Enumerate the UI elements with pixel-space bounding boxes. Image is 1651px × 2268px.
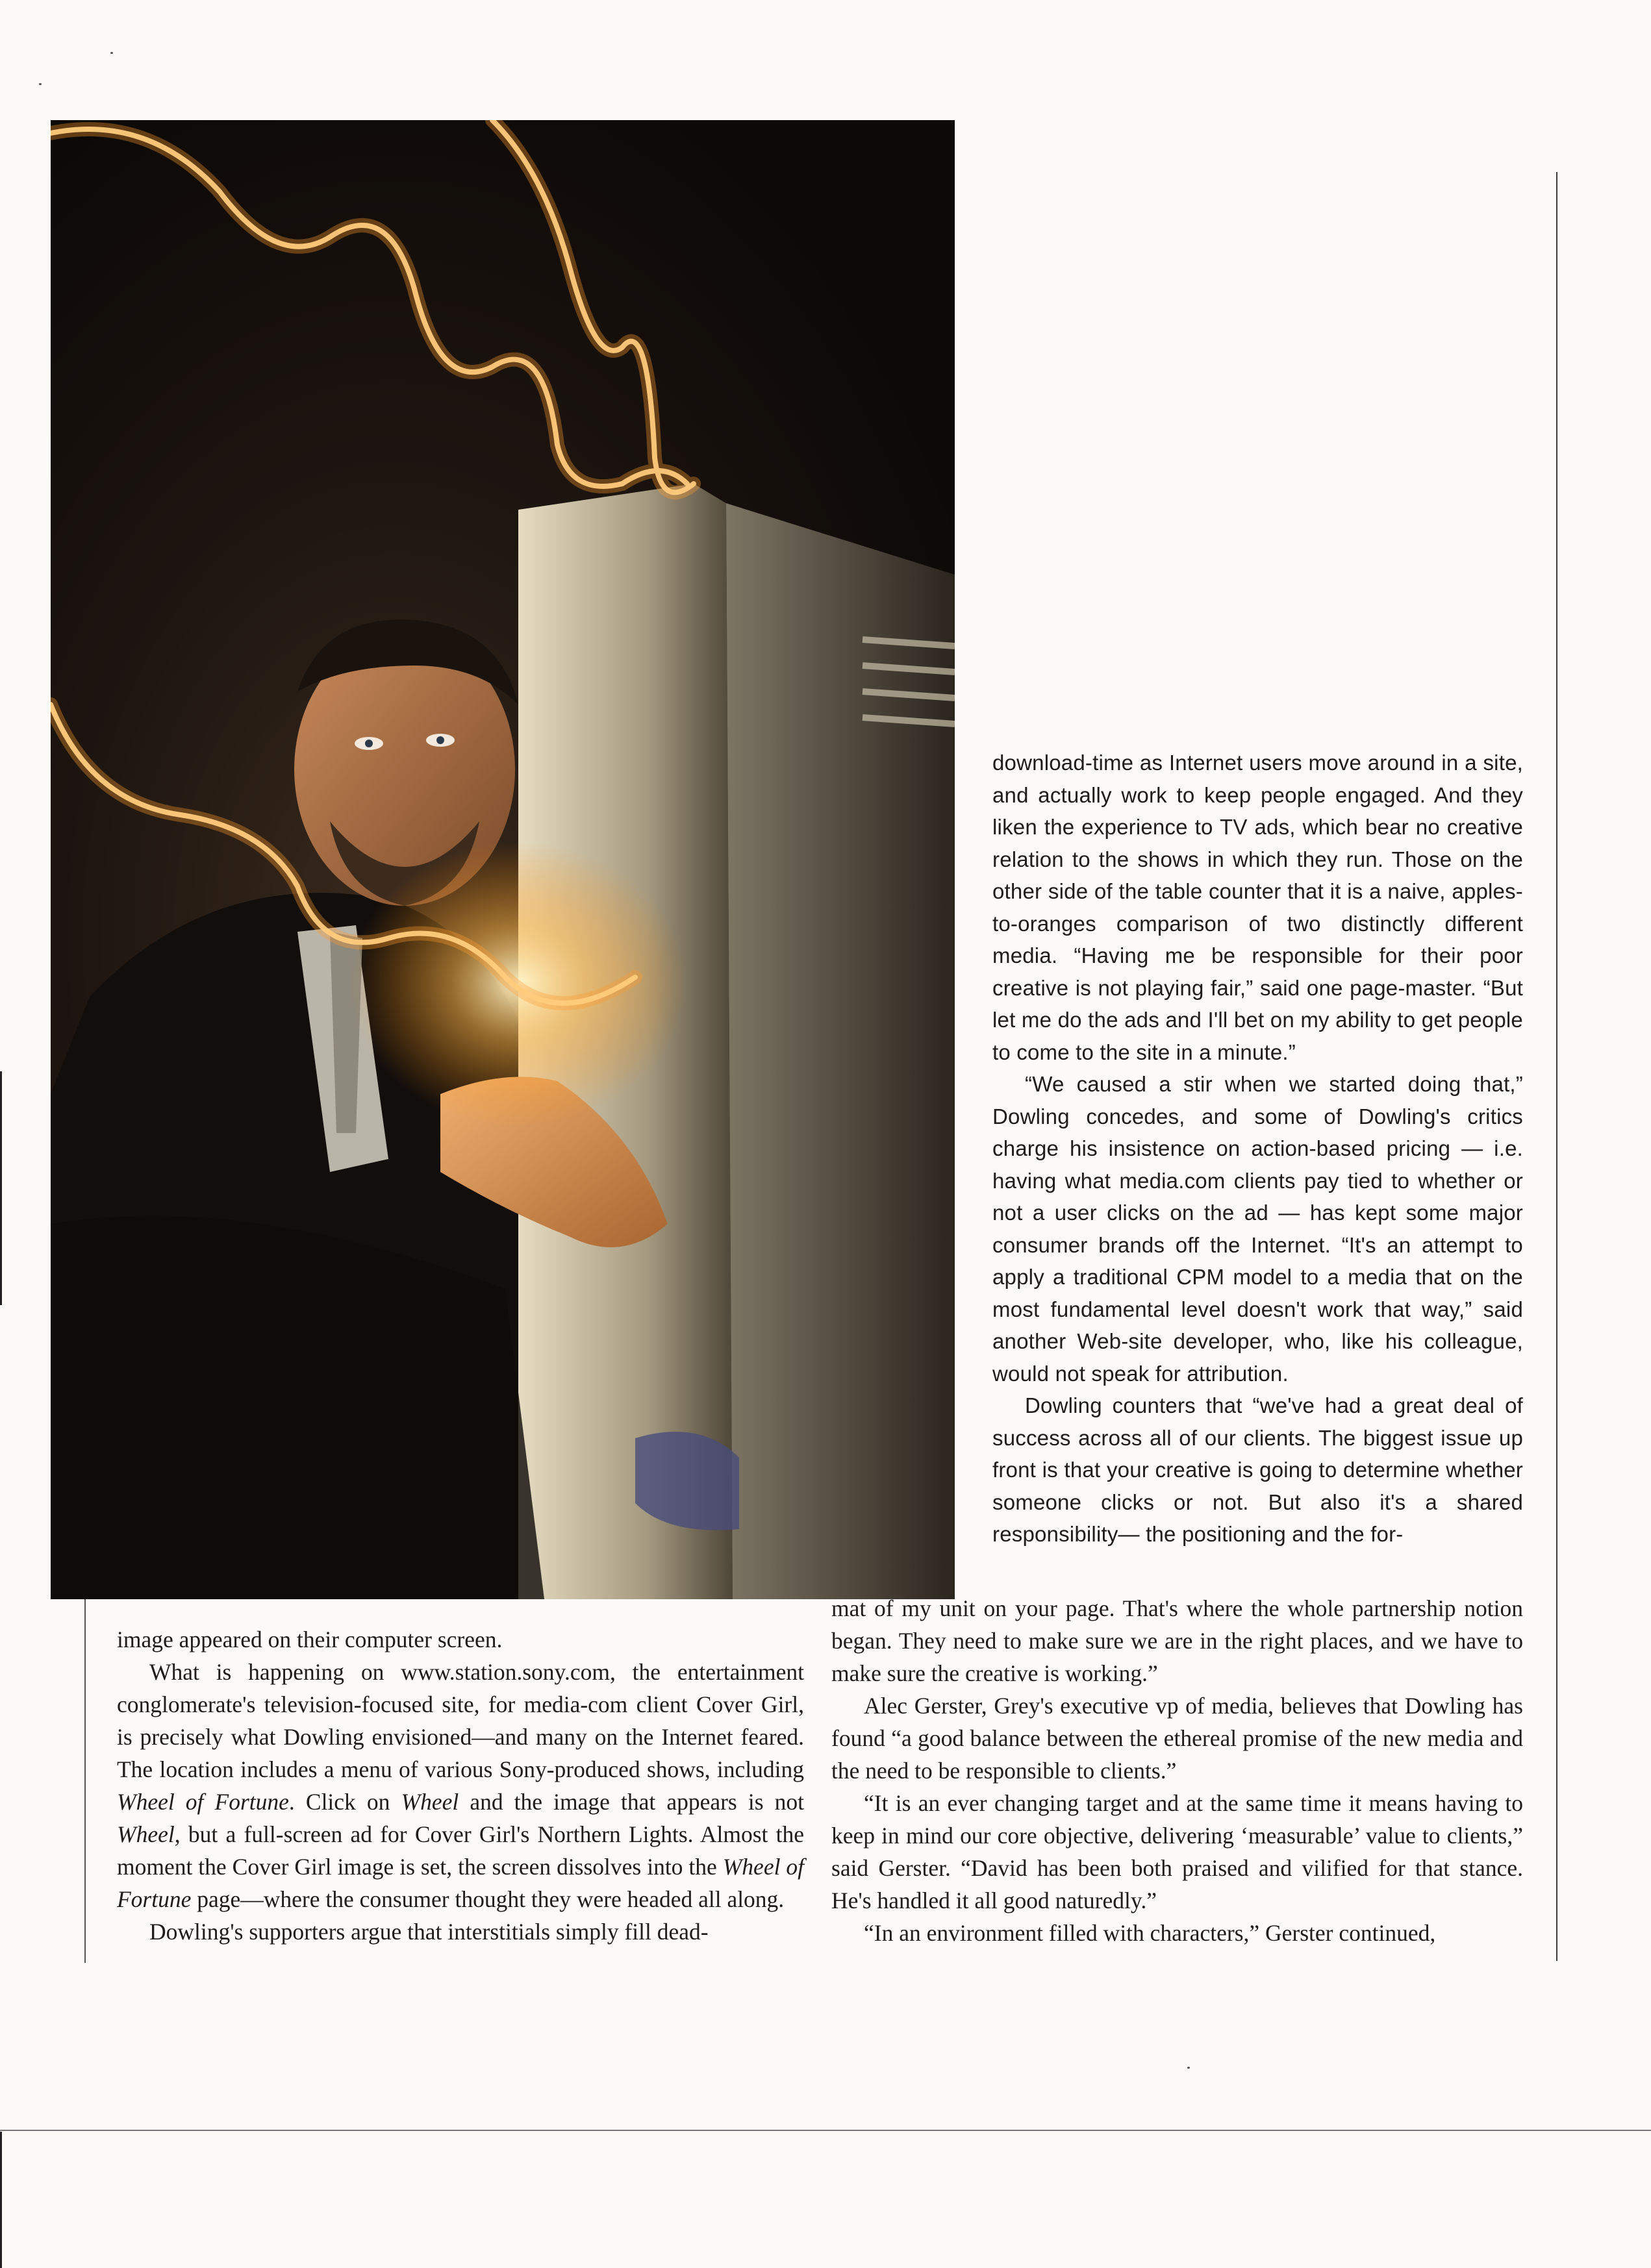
paragraph [117, 1656, 804, 1915]
italic-title: Wheel [117, 1821, 175, 1847]
italic-title: Wheel of Fortune [117, 1789, 289, 1815]
paragraph: image appeared on their computer screen. [117, 1626, 503, 1652]
text-run: What is happening on www.station.sony.com, the entertainment conglomerate's television-focused site, for media-com client Cover Girl, is precisely what Dowling envisioned—and many on the Internet feared. The location includes a menu of various Sony-produced shows, including [117, 1659, 804, 1782]
right-column [992, 747, 1523, 1551]
paragraph [831, 1592, 1523, 1689]
italic-title: Wheel [401, 1789, 459, 1815]
column-rule-right [1556, 172, 1557, 1961]
paragraph-text: Dowling counters that “we've had a great deal of success across all of our clients. The biggest issue up front is that your creative is going to determine whether someone clicks or not. But also it's a shared responsibility— the positioning and the for- [992, 1393, 1523, 1546]
paragraph: Dowling's supporters argue that interstitials simply fill dead- [149, 1919, 709, 1945]
paragraph: “We caused a stir when we started doing that,” Dowling concedes, and some of Dowling's critics charge his insistence on action-based pricing — i.e. having what media.com clients pay tied to whether or not a user clicks on the ad — has kept some major consumer brands off the Internet. “It's an attempt to apply a traditional CPM model to a media that on the most fundamental level doesn't work that way,” said another Web-site developer, who, like his colleague, would not speak for attribution. [992, 1072, 1523, 1386]
bottom-left-column [117, 1623, 804, 1948]
paragraph: Alec Gerster, Grey's executive vp of media, believes that Dowling has found “a good balance between the ethereal promise of the new media and the need to be responsible to clients.” [831, 1693, 1523, 1784]
bottom-right-column [831, 1592, 1523, 1949]
paragraph [992, 1389, 1523, 1551]
column-rule-left [84, 1599, 86, 1963]
paragraph: “In an environment filled with characters,” Gerster continued, [864, 1920, 1436, 1946]
scan-speck [39, 83, 42, 85]
text-run: and the image that appears is not [459, 1789, 805, 1815]
scan-speck [110, 52, 113, 54]
photo-illustration [51, 120, 955, 1599]
text-run: , but a full-screen ad for Cover Girl's Northern Lights. Almost the moment the Cover Girl image is set, the screen dissolves into the [117, 1821, 804, 1880]
paragraph: download-time as Internet users move around in a site, and actually work to keep people engaged. And they liken the experience to TV ads, which bear no creative relation to the shows in which they run. Those on the other side of the table counter that it is a naive, apples-to-oranges comparison of two distinctly different media. “Having me be responsible for their poor creative is not playing fair,” said one page-master. “But let me do the ads and I'll bet on my ability to get people to come to the site in a minute.” [992, 751, 1523, 1064]
scan-edge-mark [0, 1071, 2, 1305]
text-run: . Click on [288, 1789, 401, 1815]
paragraph: “It is an ever changing target and at the same time it means having to keep in mind our core objective, delivering ‘measurable’ value to clients,” said Gerster. “David has been both praised and vilified for that stance. He's handled it all good naturedly.” [831, 1790, 1523, 1913]
italic-title: Wheel of Fortune [117, 1854, 805, 1912]
scan-speck [1187, 2067, 1190, 2069]
paragraph-text: mat of my unit on your page. That's where the whole partnership notion began. They need to make sure we are in the right places, and we have to make sure the creative is working.” [831, 1595, 1523, 1686]
text-run: page—where the consumer thought they were headed all along. [191, 1886, 785, 1912]
page-edge-line [0, 2130, 1651, 2131]
scan-edge-mark [0, 2132, 2, 2268]
article-photo [51, 120, 955, 1599]
